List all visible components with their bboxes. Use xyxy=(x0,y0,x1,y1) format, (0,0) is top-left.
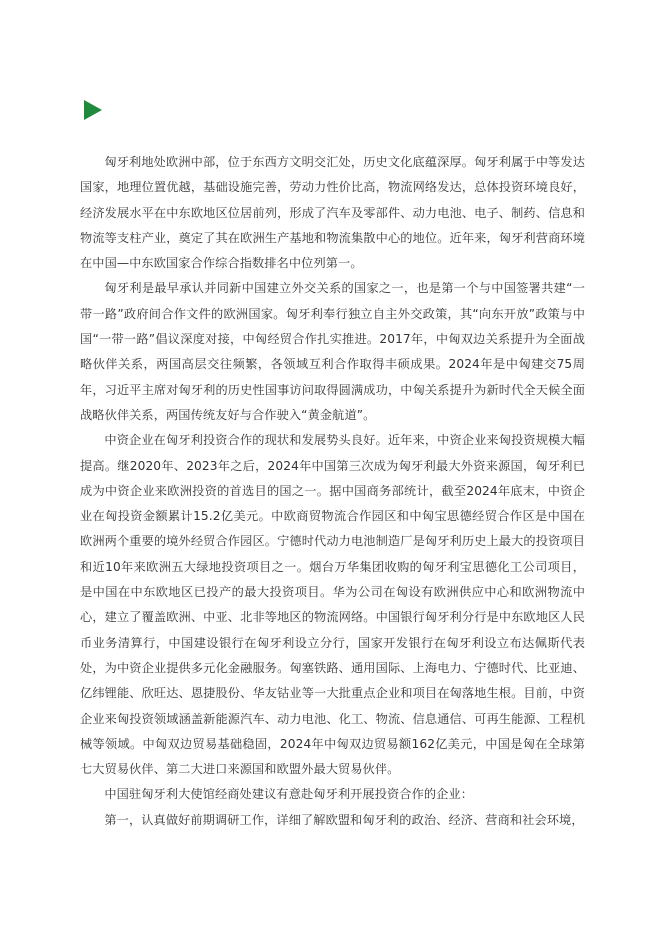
paragraph-embassy-advice: 中国驻匈牙利大使馆经商处建议有意赴匈牙利开展投资合作的企业： xyxy=(104,787,474,802)
paragraph-chinese-investment: 中资企业在匈牙利投资合作的现状和发展势头良好。近年来，中资企业来匈投资规模大幅提高。继2020年、2023年之后，2024年中国第三次成为匈牙利最大外资来源国，匈牙利已成为中资企业来欧洲投资的首选目的国之一。据中国商务部统计，截至2024年底末，中资企业在匈投资金额累计15.2亿美元。中欧商贸物流合作园区和中匈宝思德经贸合作区是中国在欧洲两个重要的境外经贸合作园区。宁德时代动力电池制造厂是匈牙利历史上最大的投资项目和近10年来欧洲五大绿地投资项目之一。烟台万华集团收购的匈牙利宝思德化工公司项目，是中国在中东欧地区已投产的最大投资项目。华为公司在匈设有欧洲供应中心和欧洲物流中心，建立了覆盖欧洲、中亚、北非等地区的物流网络。中国银行匈牙利分行是中东欧地区人民币业务清算行，中国建设银行在匈牙利设立分行，国家开发银行在匈牙利设立布达佩斯代表处，为中资企业提供多元化金融服务。匈塞铁路、通用国际、上海电力、宁德时代、比亚迪、亿纬锂能、欣旺达、恩捷股份、华友钴业等一大批重点企业和项目在匈落地生根。目前，中资企业来匈投资领域涵盖新能源汽车、动力电池、化工、物流、信息通信、可再生能源、工程机械等领域。中匈双边贸易基础稳固，2024年中匈双边贸易额162亿美元，中国是匈在全球第七大贸易伙伴、第二大进口来源国和欧盟外最大贸易伙伴。 xyxy=(80,433,585,777)
paragraph-advice-first: 第一，认真做好前期调研工作，详细了解欧盟和匈牙利的政治、经济、营商和社会环境， xyxy=(104,812,584,827)
section-triangle-icon xyxy=(84,100,102,120)
body-text xyxy=(80,150,585,833)
paragraph-overview: 匈牙利地处欧洲中部，位于东西方文明交汇处，历史文化底蕴深厚。匈牙利属于中等发达国家，地理位置优越，基础设施完善，劳动力性价比高，物流网络发达，总体投资环境良好，经济发展水平在中东欧地区位居前列，形成了汽车及零部件、动力电池、电子、制药、信息和物流等支柱产业，奠定了其在欧洲生产基地和物流集散中心的地位。近年来，匈牙利营商环境在中国—中东欧国家合作综合指数排名中位列第一。 xyxy=(80,155,585,271)
paragraph-diplomatic-relations: 匈牙利是最早承认并同新中国建立外交关系的国家之一，也是第一个与中国签署共建“一带一路”政府间合作文件的欧洲国家。匈牙利奉行独立自主外交政策，其“向东开放”政策与中国“一带一路”倡议深度对接，中匈经贸合作扎实推进。2017年，中匈双边关系提升为全面战略伙伴关系，两国高层交往频繁，各领域互利合作取得丰硕成果。2024年是中匈建交75周年，习近平主席对匈牙利的历史性国事访问取得圆满成功，中匈关系提升为新时代全天候全面战略伙伴关系，两国传统友好与合作驶入“黄金航道”。 xyxy=(80,281,585,422)
